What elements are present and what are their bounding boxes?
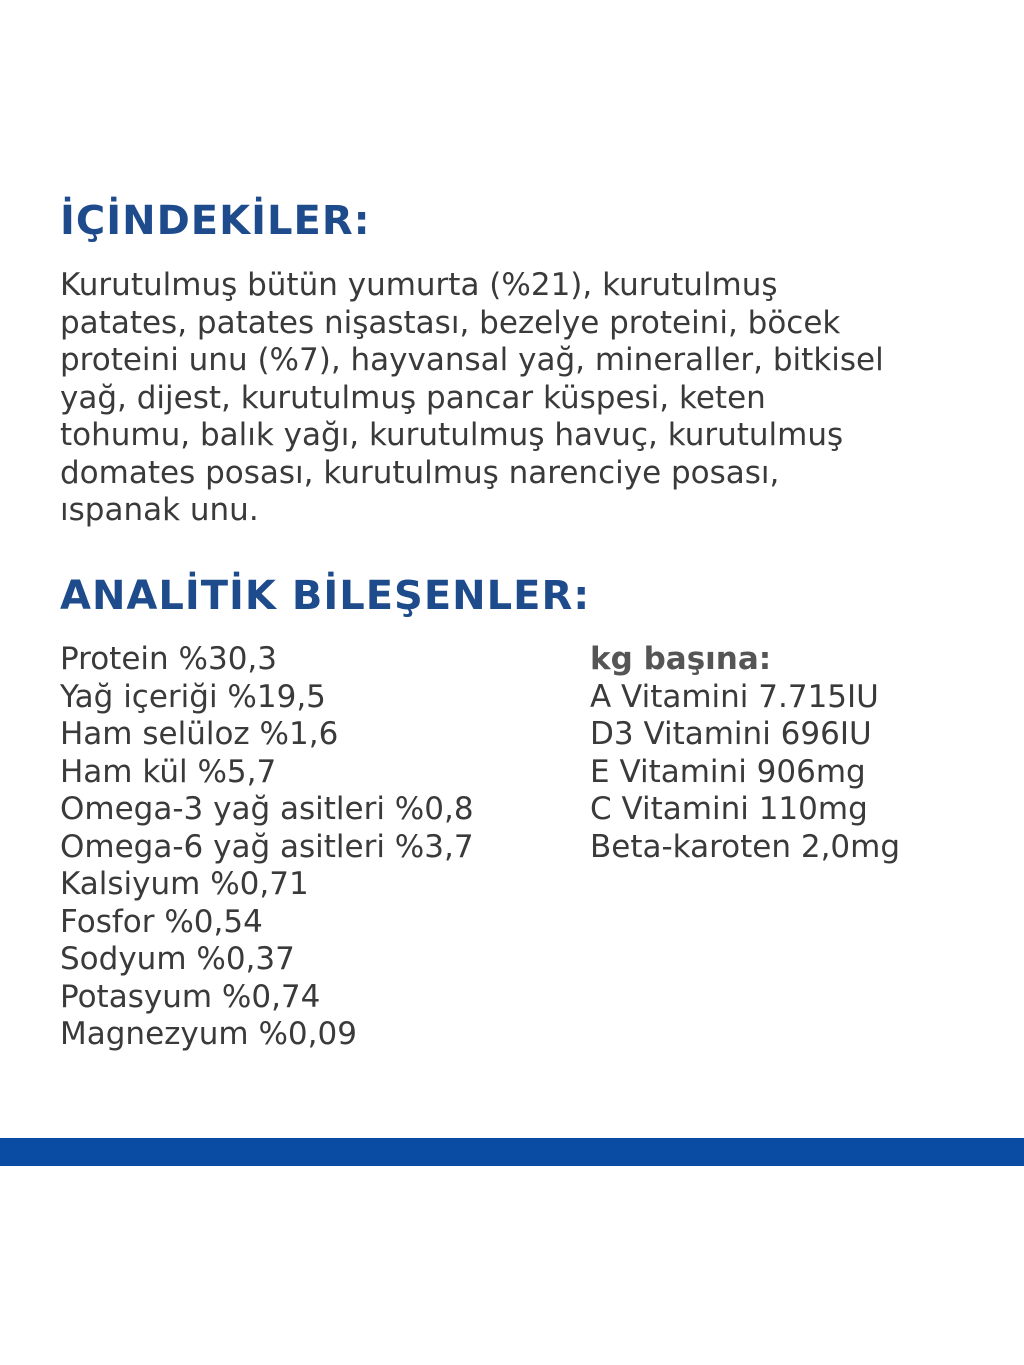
ingredients-heading: İÇİNDEKİLER:	[60, 198, 371, 244]
footer-blue-bar	[0, 1138, 1024, 1166]
ingredients-line: tohumu, balık yağı, kurutulmuş havuç, kurutulmuş	[60, 417, 844, 453]
ingredients-line: domates posası, kurutulmuş narenciye posası,	[60, 454, 780, 491]
vitamin-item: D3 Vitamini 696IU	[590, 716, 872, 752]
analytics-item: Fosfor %0,54	[60, 903, 263, 940]
analytics-item: Magnezyum %0,09	[60, 1016, 357, 1052]
vitamin-item: E Vitamini 906mg	[590, 753, 866, 790]
vitamins-list	[590, 641, 1010, 866]
analytics-item: Yağ içeriği %19,5	[60, 678, 326, 715]
analytics-left-list	[60, 641, 570, 1054]
ingredients-line: proteini unu (%7), hayvansal yağ, mineraller, bitkisel	[60, 342, 884, 378]
ingredients-line: Kurutulmuş bütün yumurta (%21), kurutulmuş	[60, 267, 778, 303]
analytics-item: Protein %30,3	[60, 641, 277, 677]
vitamin-item: C Vitamini 110mg	[590, 791, 868, 827]
vitamin-item: A Vitamini 7.715IU	[590, 678, 879, 715]
analytics-item: Ham selüloz %1,6	[60, 716, 339, 752]
analytics-item: Ham kül %5,7	[60, 753, 277, 790]
per-kg-label: kg başına:	[590, 641, 772, 677]
ingredients-line: yağ, dijest, kurutulmuş pancar küspesi, keten	[60, 379, 766, 416]
ingredients-line: ıspanak unu.	[60, 492, 259, 528]
analytics-item: Kalsiyum %0,71	[60, 866, 309, 902]
vitamin-item: Beta-karoten 2,0mg	[590, 828, 901, 865]
analytics-item: Omega-6 yağ asitleri %3,7	[60, 828, 474, 865]
analytics-item: Potasyum %0,74	[60, 978, 321, 1015]
analytics-item: Omega-3 yağ asitleri %0,8	[60, 791, 474, 827]
analytics-item: Sodyum %0,37	[60, 941, 295, 977]
analytics-heading: ANALİTİK BİLEŞENLER:	[60, 573, 591, 619]
ingredients-line: patates, patates nişastası, bezelye proteini, böcek	[60, 304, 841, 341]
ingredients-text	[60, 267, 1000, 530]
